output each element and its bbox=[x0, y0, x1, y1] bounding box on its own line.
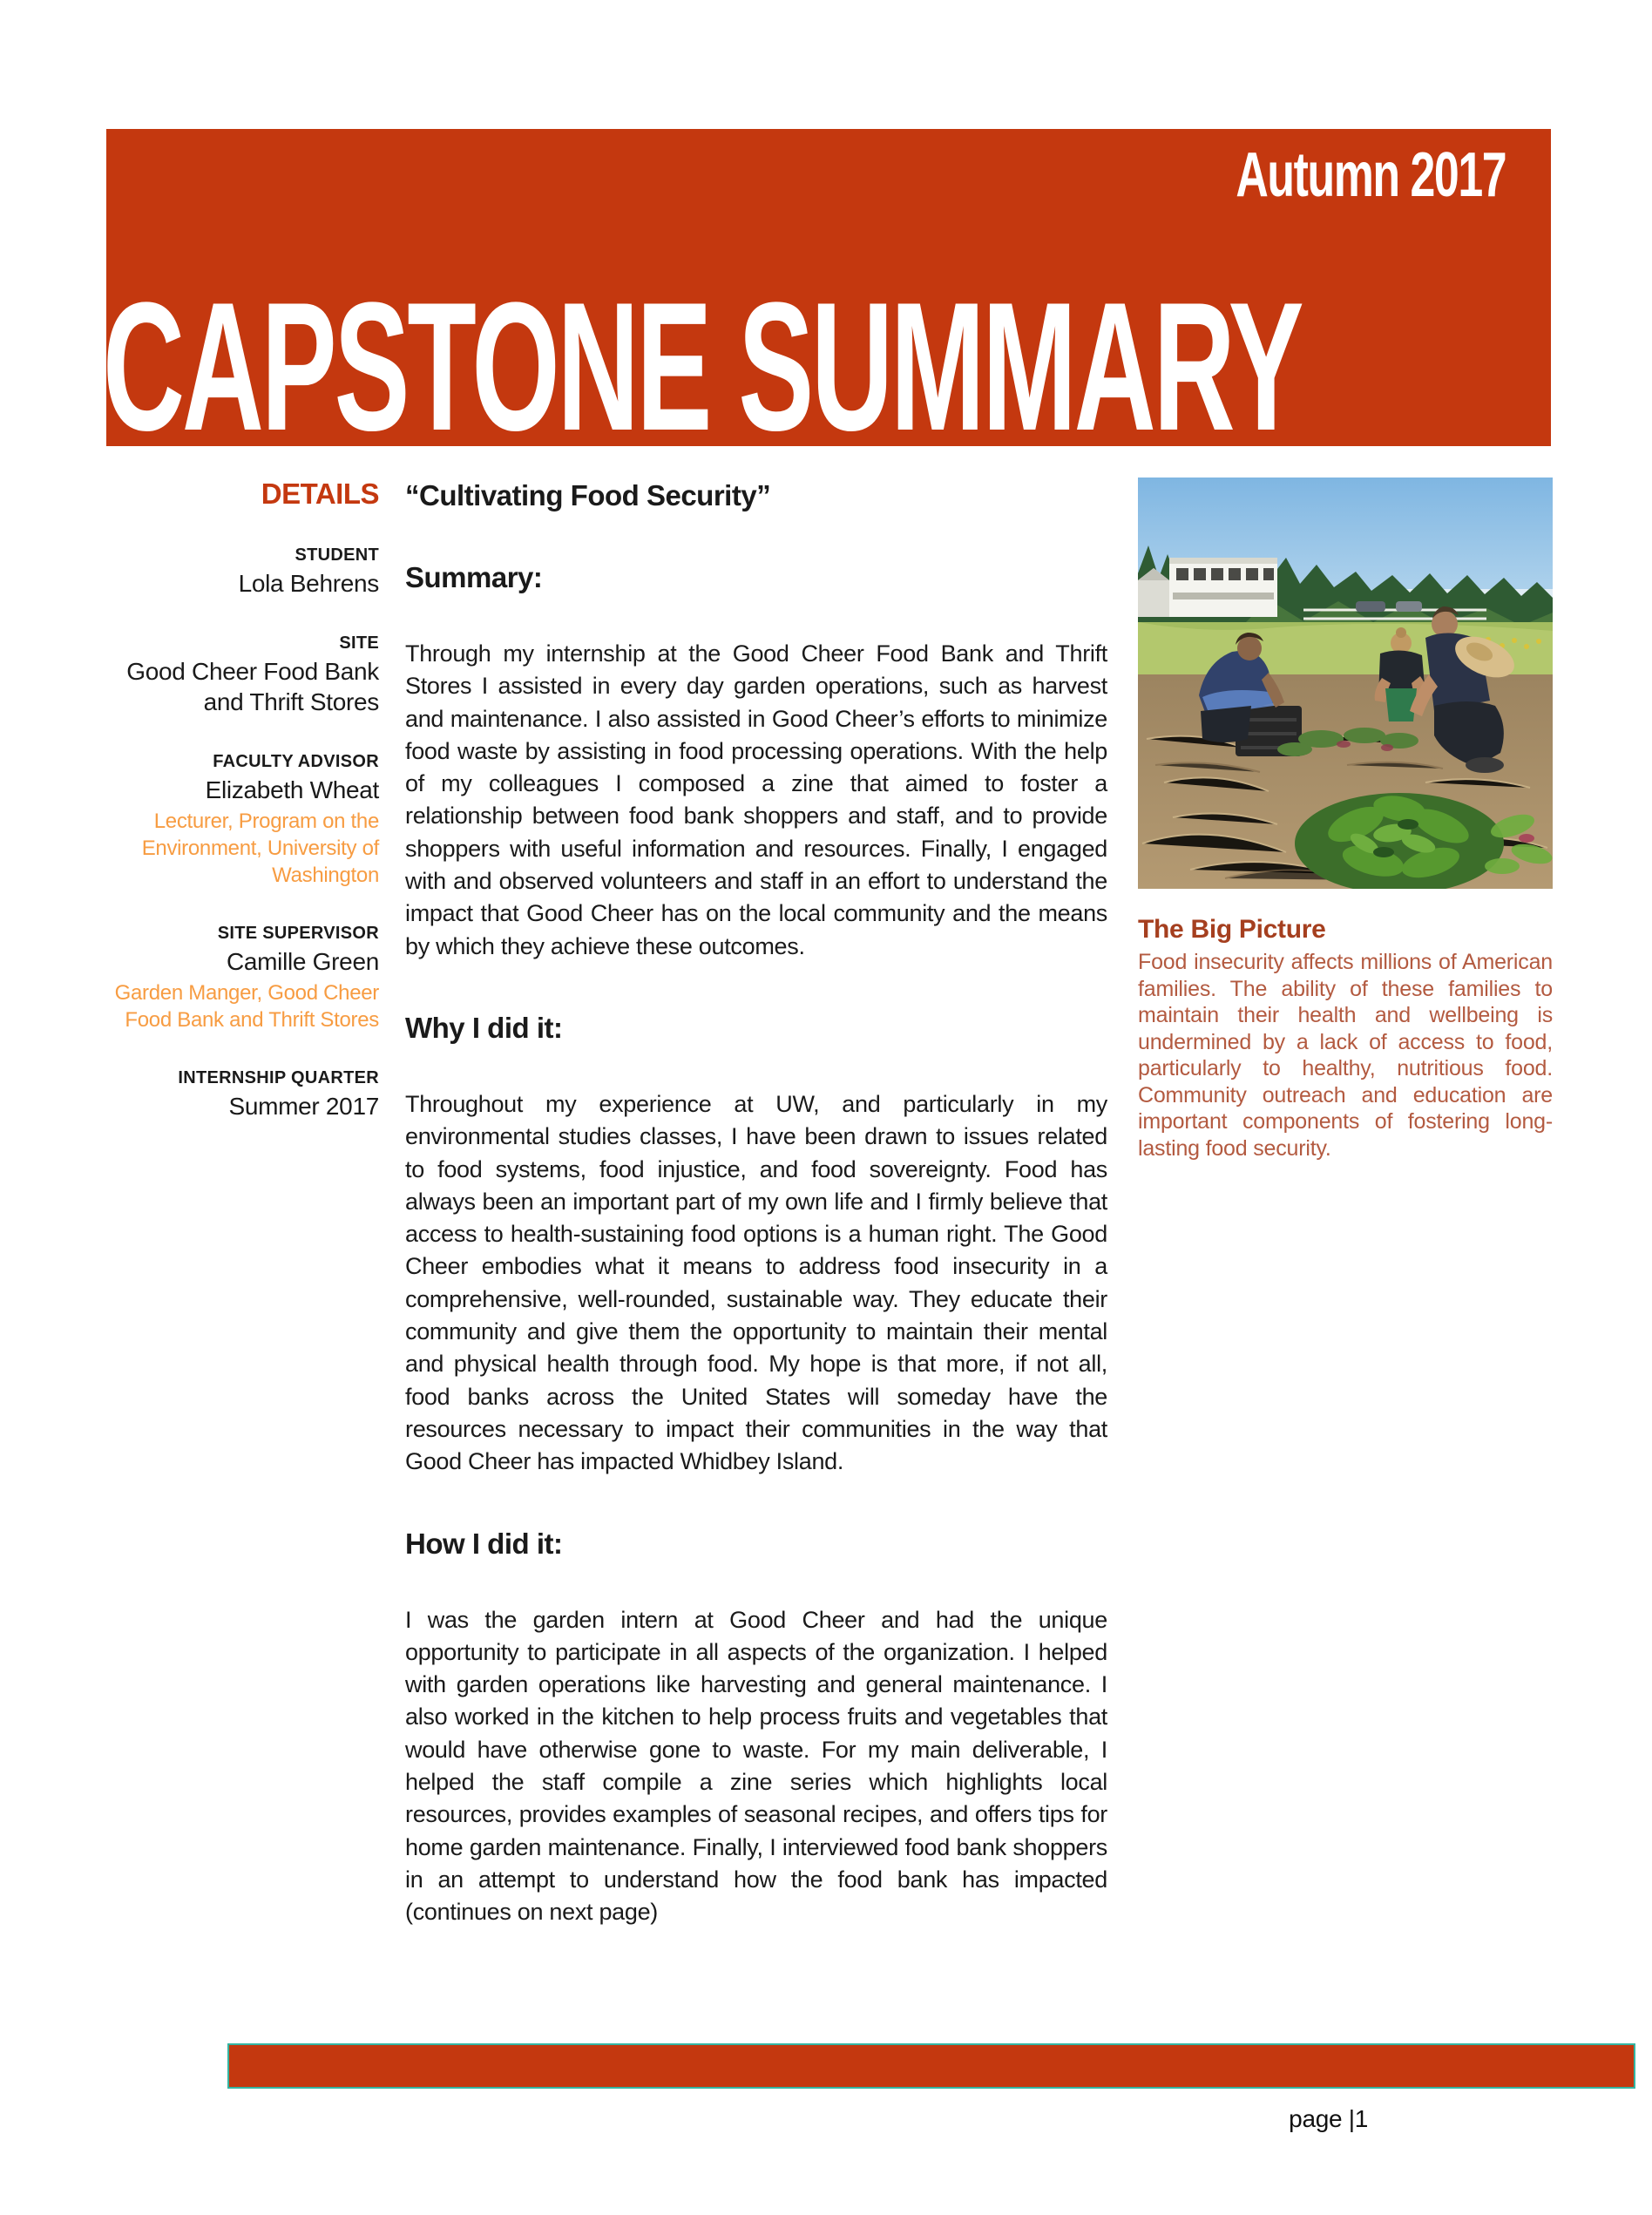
section-summary bbox=[405, 561, 1107, 963]
field-student bbox=[87, 545, 379, 599]
section-body: Throughout my experience at UW, and particularly in my environmental studies classes, I have been drawn to issues related to food systems, food injustice, and food sovereignty. Food has always been an important part of my own life and I firmly believe that access to health-sustaining food options is a human right. The Good Cheer embodies what it means to address food insecurity in a comprehensive, well-rounded, sustainable way. They educate their community and give them the opportunity to maintain their mental and physical health through food. My hope is that more, if not all, food banks across the United States will someday have the resources necessary to impact their communities in the way that Good Cheer has impacted Whidbey Island. bbox=[405, 1090, 1107, 1475]
article-column bbox=[405, 479, 1107, 1929]
field-faculty-advisor bbox=[87, 752, 379, 889]
issue-label: Autumn 2017 bbox=[1236, 140, 1506, 210]
big-picture-heading: The Big Picture bbox=[1138, 915, 1326, 944]
big-picture-callout bbox=[1138, 915, 1553, 1162]
masthead-title: CAPSTONE SUMMARY bbox=[103, 264, 1302, 469]
garden-photo bbox=[1138, 478, 1553, 889]
page-number: page |1 bbox=[1289, 2105, 1368, 2132]
header-band bbox=[103, 129, 1551, 469]
field-value: Elizabeth Wheat bbox=[205, 776, 379, 803]
field-label: INTERNSHIP QUARTER bbox=[178, 1068, 379, 1087]
field-value: Camille Green bbox=[226, 948, 379, 975]
footer-bar bbox=[227, 2043, 1635, 2089]
big-picture-body: Food insecurity affects millions of American families. The ability of these families to maintain their health and wellbeing is undermined by a lack of access to food, particularly to healthy, nutritious food. Community outreach and education are important components of fostering long-lasting food security. bbox=[1138, 950, 1553, 1161]
article-title: “Cultivating Food Security” bbox=[405, 479, 771, 511]
details-heading: DETAILS bbox=[261, 478, 379, 510]
field-label: SITE bbox=[339, 633, 379, 653]
field-site-supervisor bbox=[87, 924, 379, 1033]
field-label: SITE SUPERVISOR bbox=[217, 924, 379, 943]
field-note: Garden Manger, Good Cheer Food Bank and Thrift Stores bbox=[114, 981, 379, 1032]
section-why bbox=[405, 1012, 1107, 1479]
details-sidebar bbox=[87, 478, 379, 1121]
section-heading: How I did it: bbox=[405, 1527, 563, 1560]
section-heading: Summary: bbox=[405, 561, 543, 593]
field-label: STUDENT bbox=[295, 545, 379, 565]
field-label: FACULTY ADVISOR bbox=[213, 752, 379, 771]
field-internship-quarter bbox=[87, 1068, 379, 1121]
field-note: Lecturer, Program on the Environment, University of Washington bbox=[141, 809, 379, 887]
field-site bbox=[87, 633, 379, 717]
field-value: Lola Behrens bbox=[238, 570, 379, 597]
section-how bbox=[405, 1527, 1107, 1929]
field-value: Good Cheer Food Bank and Thrift Stores bbox=[126, 658, 379, 715]
field-value: Summer 2017 bbox=[228, 1093, 379, 1120]
section-body: Through my internship at the Good Cheer Food Bank and Thrift Stores I assisted in every day garden operations, such as harvest and maintenance. I also assisted in Good Cheer’s efforts to minimize food waste by assisting in food processing operations. With the help of my colleagues I composed a zine that aimed to foster a relationship between food bank shoppers and staff, and to provide shoppers with useful information and resources. Finally, I engaged with and observed volunteers and staff in an effort to understand the impact that Good Cheer has on the local community and the means by which they achieve these outcomes. bbox=[405, 640, 1107, 959]
section-body: I was the garden intern at Good Cheer and had the unique opportunity to participate in all aspects of the organization. I helped with garden operations like harvesting and general maintenance. I also worked in the kitchen to help process fruits and vegetables that would have otherwise gone to waste. For my main deliverable, I helped the staff compile a zine series which highlights local resources, provides examples of seasonal recipes, and offers tips for home garden maintenance. Finally, I interviewed food bank shoppers in an attempt to understand how the food bank has impacted (continues on next page) bbox=[405, 1606, 1107, 1926]
section-heading: Why I did it: bbox=[405, 1011, 563, 1044]
